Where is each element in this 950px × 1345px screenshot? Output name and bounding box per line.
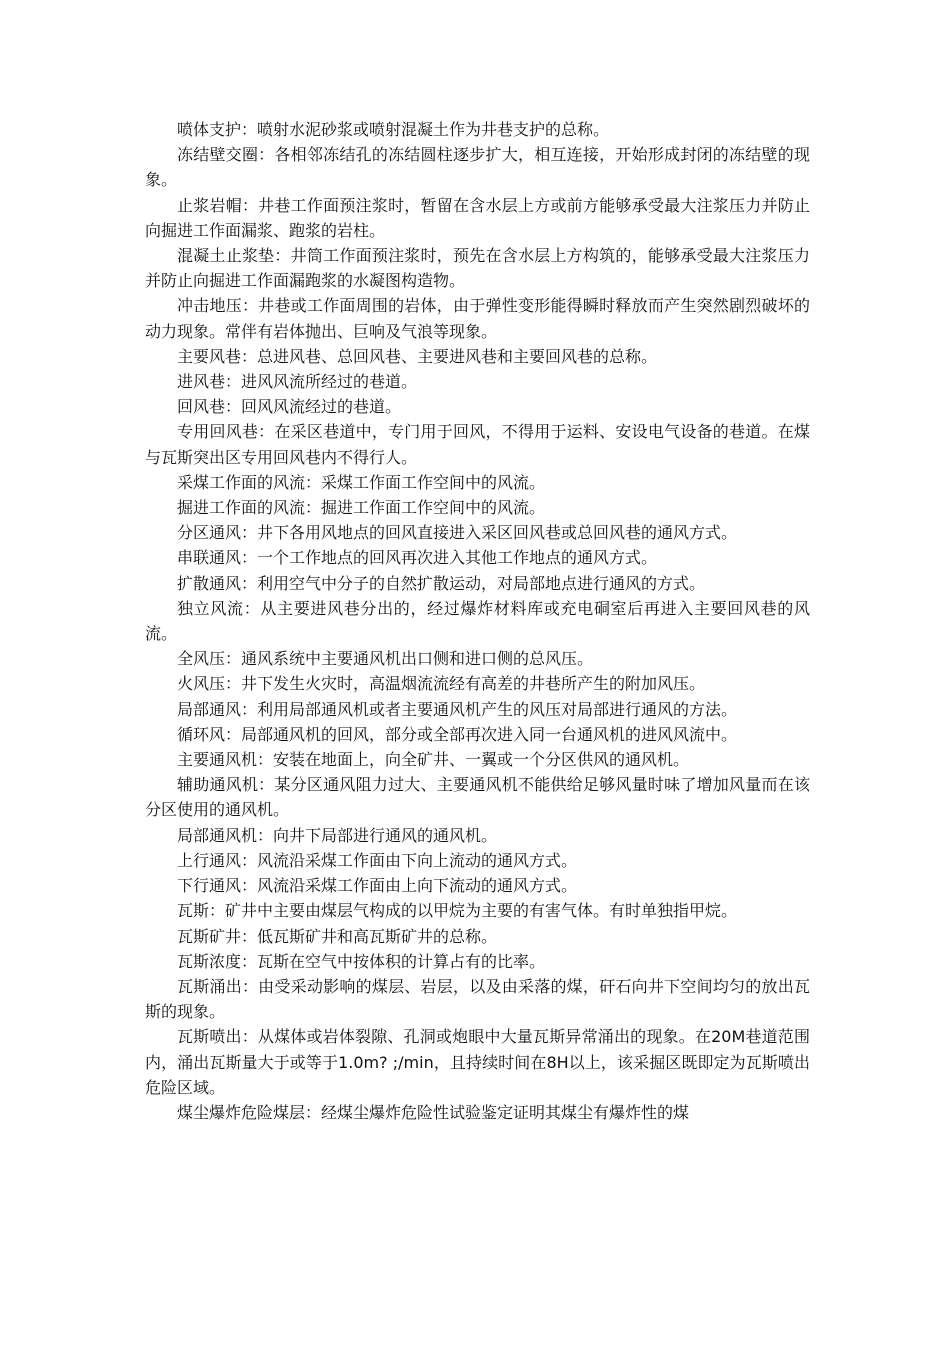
document-body [145,117,810,1125]
term-definition: 火风压：井下发生火灾时，高温烟流流经有高差的井巷所产生的附加风压。 [177,674,706,694]
term-definition: 分区通风：井下各用风地点的回风直接进入采区回风巷或总回风巷的通风方式。 [177,523,738,543]
term-definition: 扩散通风：利用空气中分子的自然扩散运动，对局部地点进行通风的方式。 [177,573,706,593]
term-definition: 辅助通风机：某分区通风阻力过大、主要通风机不能供给足够风量时味了增加风量而在该分区使用的通风机。 [145,775,810,820]
term-definition: 瓦斯：矿井中主要由煤层气构成的以甲烷为主要的有害气体。有时单独指甲烷。 [177,901,738,921]
term-definition: 回风巷：回风风流经过的巷道。 [177,397,402,417]
term-definition: 冲击地压：井巷或工作面周围的岩体，由于弹性变形能得瞬时释放而产生突然剧烈破坏的动力现象。常伴有岩体抛出、巨响及气浪等现象。 [145,296,810,341]
term-definition: 瓦斯涌出：由受采动影响的煤层、岩层，以及由采落的煤，矸石向井下空间均匀的放出瓦斯的现象。 [145,976,810,1022]
term-definition: 止浆岩帽：井巷工作面预注浆时，暂留在含水层上方或前方能够承受最大注浆压力并防止向掘进工作面漏浆、跑浆的岩柱。 [145,195,810,240]
term-definition: 掘进工作面的风流：掘进工作面工作空间中的风流。 [177,498,546,518]
term-definition: 局部通风机：向井下局部进行通风的通风机。 [177,825,498,845]
term-definition: 煤尘爆炸危险煤层：经煤尘爆炸危险性试验鉴定证明其煤尘有爆炸性的煤 [177,1102,690,1122]
term-definition: 下行通风：风流沿采煤工作面由上向下流动的通风方式。 [177,876,578,896]
term-definition: 局部通风：利用局部通风机或者主要通风机产生的风压对局部进行通风的方法。 [177,699,738,719]
term-definition: 喷体支护：喷射水泥砂浆或喷射混凝土作为井巷支护的总称。 [177,120,610,139]
term-definition: 串联通风：一个工作地点的回风再次进入其他工作地点的通风方式。 [177,548,658,568]
term-definition: 主要风巷：总进风巷、总回风巷、主要进风巷和主要回风巷的总称。 [177,346,658,366]
term-definition: 冻结壁交圈：各相邻冻结孔的冻结圆柱逐步扩大，相互连接，开始形成封闭的冻结壁的现象。 [145,145,810,190]
term-definition: 专用回风巷：在采区巷道中，专门用于回风，不得用于运料、安设电气设备的巷道。在煤与瓦斯突出区专用回风巷内不得行人。 [145,422,810,467]
term-definition: 瓦斯浓度：瓦斯在空气中按体积的计算占有的比率。 [177,951,546,971]
term-definition: 瓦斯喷出：从煤体或岩体裂隙、孔洞或炮眼中大量瓦斯异常涌出的现象。在20M巷道范围内，涌出瓦斯量大于或等于1.0m? ;/min，且持续时间在8H以上，该采掘区既即定为瓦斯喷出危险区域。 [145,1027,810,1097]
term-definition: 进风巷：进风风流所经过的巷道。 [177,372,418,392]
term-definition: 采煤工作面的风流：采煤工作面工作空间中的风流。 [177,472,546,492]
term-definition: 循环风：局部通风机的回风，部分或全部再次进入同一台通风机的进风风流中。 [177,724,738,744]
term-definition: 全风压：通风系统中主要通风机出口侧和进口侧的总风压。 [177,649,594,669]
term-definition: 主要通风机：安装在地面上，向全矿井、一翼或一个分区供风的通风机。 [177,750,690,770]
term-definition: 独立风流：从主要进风巷分出的，经过爆炸材料库或充电硐室后再进入主要回风巷的风流。 [145,598,810,644]
term-definition: 瓦斯矿井：低瓦斯矿井和高瓦斯矿井的总称。 [177,926,498,946]
term-definition: 上行通风：风流沿采煤工作面由下向上流动的通风方式。 [177,850,578,870]
term-definition: 混凝土止浆垫：井筒工作面预注浆时，预先在含水层上方构筑的，能够承受最大注浆压力并防止向掘进工作面漏跑浆的水凝图构造物。 [145,246,810,291]
